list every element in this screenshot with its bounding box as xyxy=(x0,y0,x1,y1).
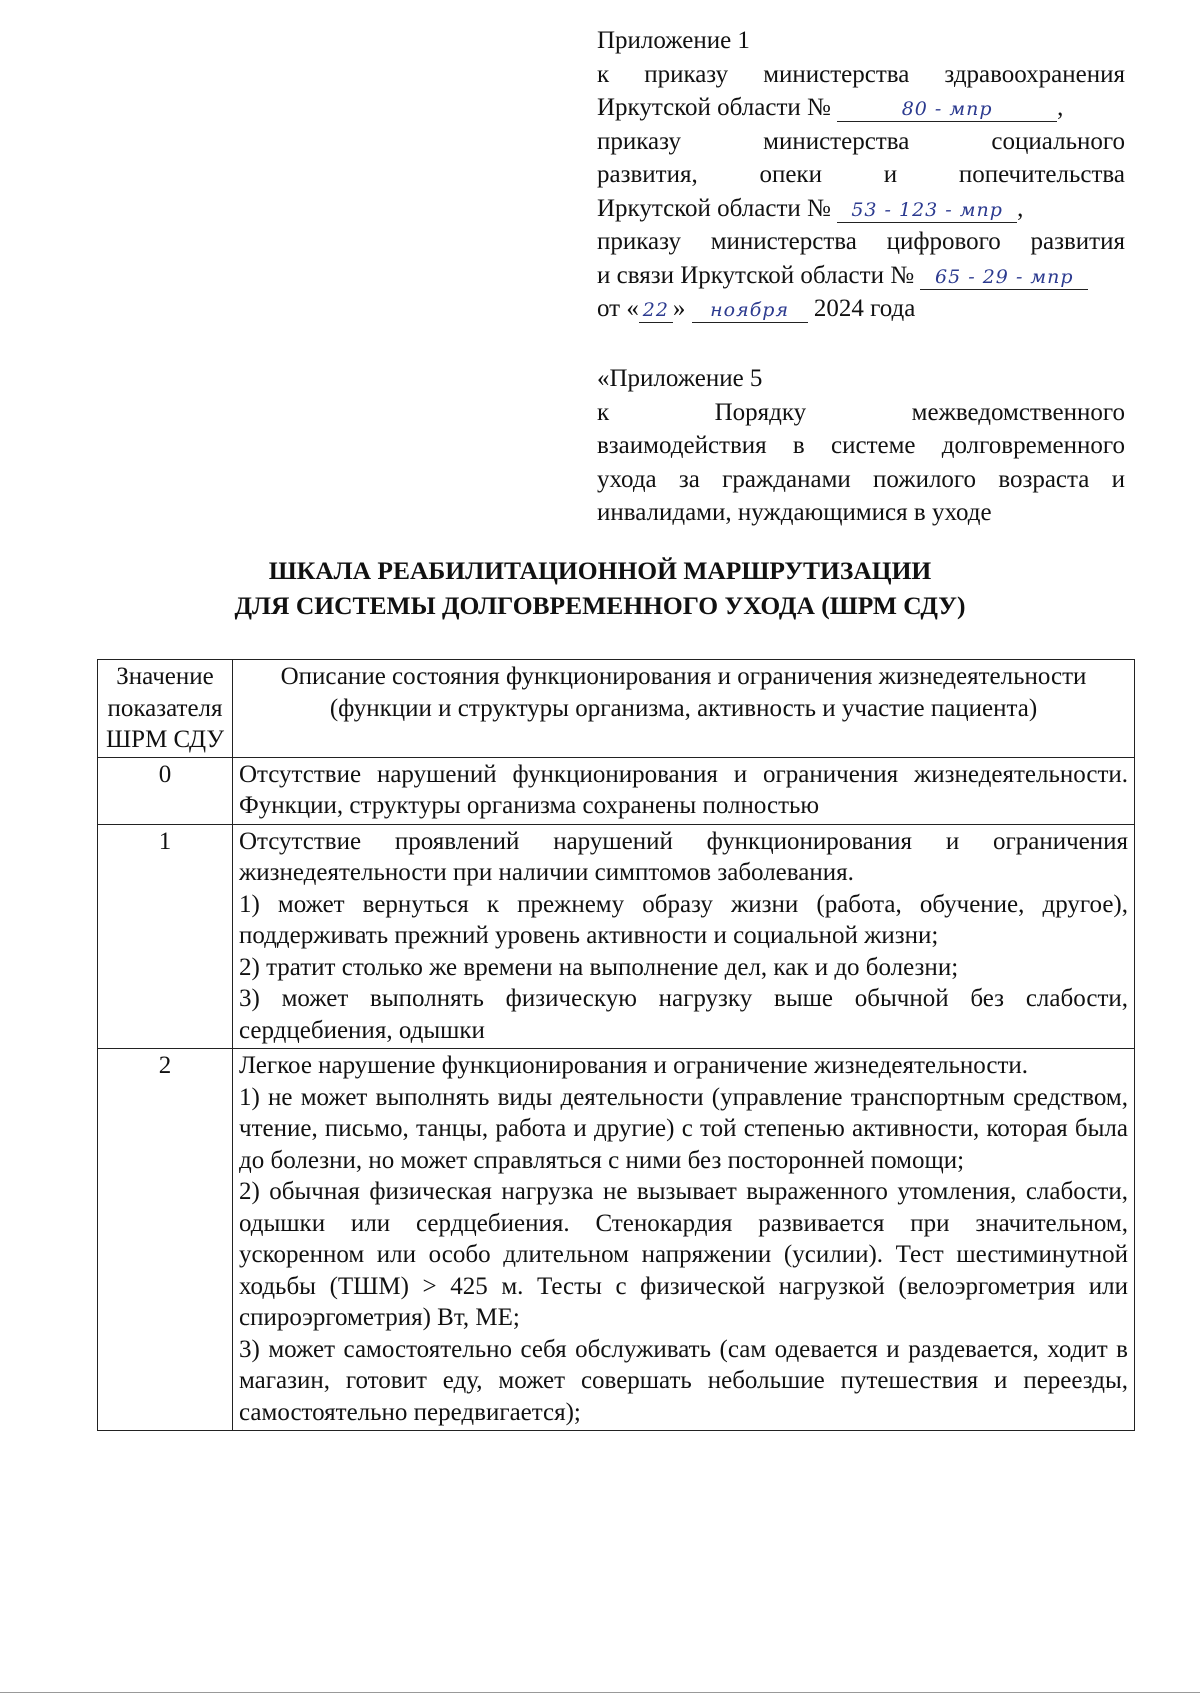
row-paragraph: Легкое нарушение функционирования и ограничение жизнедеятельности. xyxy=(239,1052,1029,1079)
header-value: Значение показателя ШРМ СДУ xyxy=(98,660,233,758)
appendix-line xyxy=(597,192,1125,226)
row-description xyxy=(233,824,1135,1049)
row-description xyxy=(233,757,1135,824)
row-paragraph: 3) может выполнять физическую нагрузку выше обычной без слабости, сердцебиения, одышки xyxy=(239,985,1128,1044)
title-line-2: ДЛЯ СИСТЕМЫ ДОЛГОВРЕМЕННОГО УХОДА (ШРМ СДУ) xyxy=(234,591,966,620)
appendix-5-line: ухода за гражданами пожилого возраста и xyxy=(597,465,1125,493)
handwritten-order-number: 80 - мпр xyxy=(837,97,1057,122)
page-bottom-rule xyxy=(0,1692,1200,1693)
appendix-line: к приказу министерства здравоохранения xyxy=(597,60,1125,88)
table-row xyxy=(98,824,1135,1049)
table-row xyxy=(98,1049,1135,1431)
row-paragraph: Отсутствие нарушений функционирования и ограничения жизнедеятельности. Функции, структуры организма сохранены полностью xyxy=(239,760,1128,819)
table-row xyxy=(98,757,1135,824)
appendix-line-prefix: Иркутской области № xyxy=(597,194,831,222)
row-paragraph: 3) может самостоятельно себя обслуживать (сам одевается и раздевается, ходит в магазин, готовит еду, может совершать небольшие путешествия и переезды, самостоятельно передвигается); xyxy=(239,1335,1128,1426)
date-prefix: от « xyxy=(597,295,639,322)
date-year: 2024 года xyxy=(813,295,916,322)
header-description: Описание состояния функционирования и ограничения жизнедеятельности (функции и структуры организма, активность и участие пациента) xyxy=(233,660,1135,758)
title-line-1: ШКАЛА РЕАБИЛИТАЦИОННОЙ МАРШРУТИЗАЦИИ xyxy=(268,556,932,585)
appendix-line: развития, опеки и попечительства xyxy=(597,161,1125,188)
row-value: 2 xyxy=(98,1049,233,1431)
appendix-line-prefix: Иркутской области № xyxy=(597,94,831,121)
appendix-5-line: взаимодействия в системе долговременного xyxy=(597,432,1125,459)
scale-table xyxy=(97,659,1135,1431)
row-paragraph: 1) не может выполнять виды деятельности (управление транспортным средством, чтение, письмо, танцы, работа и другие) с той степенью активности, которая была до болезни, но может справляться с ними без посторонней помощи; xyxy=(239,1083,1128,1174)
document-title xyxy=(0,553,1200,623)
row-paragraph: 2) обычная физическая нагрузка не вызывает выраженного утомления, слабости, одышки или сердцебиения. Стенокардия развивается при значительном, ускоренном или особо длительном напряжении (усилии). Тест шестиминутной ходьбы (ТШМ) > 425 м. Тесты с физической нагрузкой (велоэргометрия или спироэргометрия) Вт, МЕ; xyxy=(239,1178,1128,1331)
handwritten-month: ноября xyxy=(692,298,808,323)
date-quote: » xyxy=(672,295,686,322)
appendix-line-suffix: , xyxy=(1057,94,1064,121)
row-paragraph: 1) может вернуться к прежнему образу жизни (работа, обучение, другое), поддерживать прежний уровень активности и социальной жизни; xyxy=(239,890,1128,949)
row-value: 0 xyxy=(98,757,233,824)
appendix-line-prefix: и связи Иркутской области № xyxy=(597,261,915,289)
row-paragraph: 2) тратит столько же времени на выполнение дел, как и до болезни; xyxy=(239,953,959,981)
handwritten-order-number: 53 - 123 - мпр xyxy=(837,198,1017,223)
appendix-line xyxy=(597,259,1125,293)
appendix-date-line xyxy=(597,292,1125,326)
appendix-5-title: «Приложение 5 xyxy=(597,365,763,392)
row-description xyxy=(233,1049,1135,1431)
appendix-title: Приложение 1 xyxy=(597,27,750,54)
appendix-5-block xyxy=(597,362,1125,530)
appendix-block xyxy=(597,24,1125,326)
appendix-line-suffix: , xyxy=(1017,194,1024,222)
table-header-row xyxy=(98,660,1135,758)
row-value: 1 xyxy=(98,824,233,1049)
row-paragraph: Отсутствие проявлений нарушений функционирования и ограничения жизнедеятельности при наличии симптомов заболевания. xyxy=(239,827,1128,886)
appendix-line: приказу министерства цифрового развития xyxy=(597,228,1125,255)
appendix-line xyxy=(597,91,1125,125)
appendix-5-line: инвалидами, нуждающимися в уходе xyxy=(597,499,992,526)
appendix-5-line: к Порядку межведомственного xyxy=(597,398,1125,426)
appendix-line: приказу министерства социального xyxy=(597,127,1125,155)
handwritten-day: 22 xyxy=(639,298,673,323)
handwritten-order-number: 65 - 29 - мпр xyxy=(920,265,1088,290)
